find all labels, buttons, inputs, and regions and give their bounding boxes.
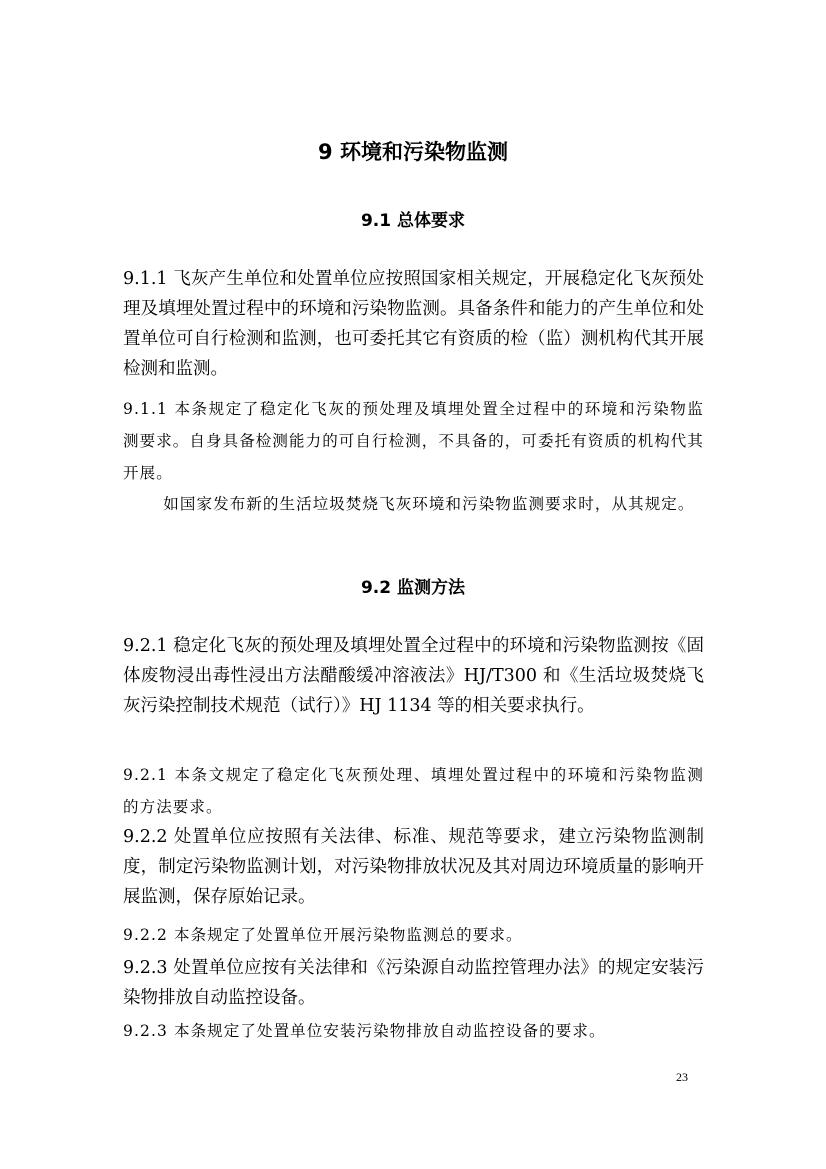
section-title-9-1: 9.1 总体要求 [360, 211, 466, 231]
commentary-9-1-1: 9.1.1 本条规定了稳定化飞灰的预处理及填埋处置全过程中的环境和污染物监测要求。自身具备检测能力的可自行检测，不具备的，可委托有资质的机构代其开展。 [123, 400, 705, 482]
commentary-9-2-2: 9.2.2 本条规定了处置单位开展污染物监测总的要求。 [123, 926, 523, 944]
commentary-9-2-3: 9.2.3 本条规定了处置单位安装污染物排放自动监控设备的要求。 [123, 1022, 606, 1040]
commentary-9-2-1: 9.2.1 本条文规定了稳定化飞灰预处理、填埋处置过程中的环境和污染物监测的方法要求。 [123, 766, 704, 816]
clause-9-2-1: 9.2.1 稳定化飞灰的预处理及填埋处置全过程中的环境和污染物监测按《固体废物浸出毒性浸出方法醋酸缓冲溶液法》HJ/T300 和《生活垃圾焚烧飞灰污染控制技术规范（试行）》HJ 1134 等的相关要求执行。 [123, 636, 704, 716]
clause-9-1-1: 9.1.1 飞灰产生单位和处置单位应按照国家相关规定，开展稳定化飞灰预处理及填埋处置过程中的环境和污染物监测。具备条件和能力的产生单位和处置单位可自行检测和监测，也可委托其它有资质的检（监）测机构代其开展检测和监测。 [123, 269, 704, 379]
clause-9-2-3: 9.2.3 处置单位应按有关法律和《污染源自动监控管理办法》的规定安装污染物排放自动监控设备。 [123, 958, 704, 1008]
clause-9-2-2: 9.2.2 处置单位应按照有关法律、标准、规范等要求，建立污染物监测制度，制定污染物监测计划，对污染物排放状况及其对周边环境质量的影响开展监测，保存原始记录。 [123, 827, 704, 907]
section-title-9-2: 9.2 监测方法 [360, 578, 466, 598]
page-number: 23 [676, 1070, 688, 1084]
commentary-9-1-1-note: 如国家发布新的生活垃圾焚烧飞灰环境和污染物监测要求时，从其规定。 [163, 495, 695, 513]
chapter-title: 9 环境和污染物监测 [318, 140, 508, 164]
